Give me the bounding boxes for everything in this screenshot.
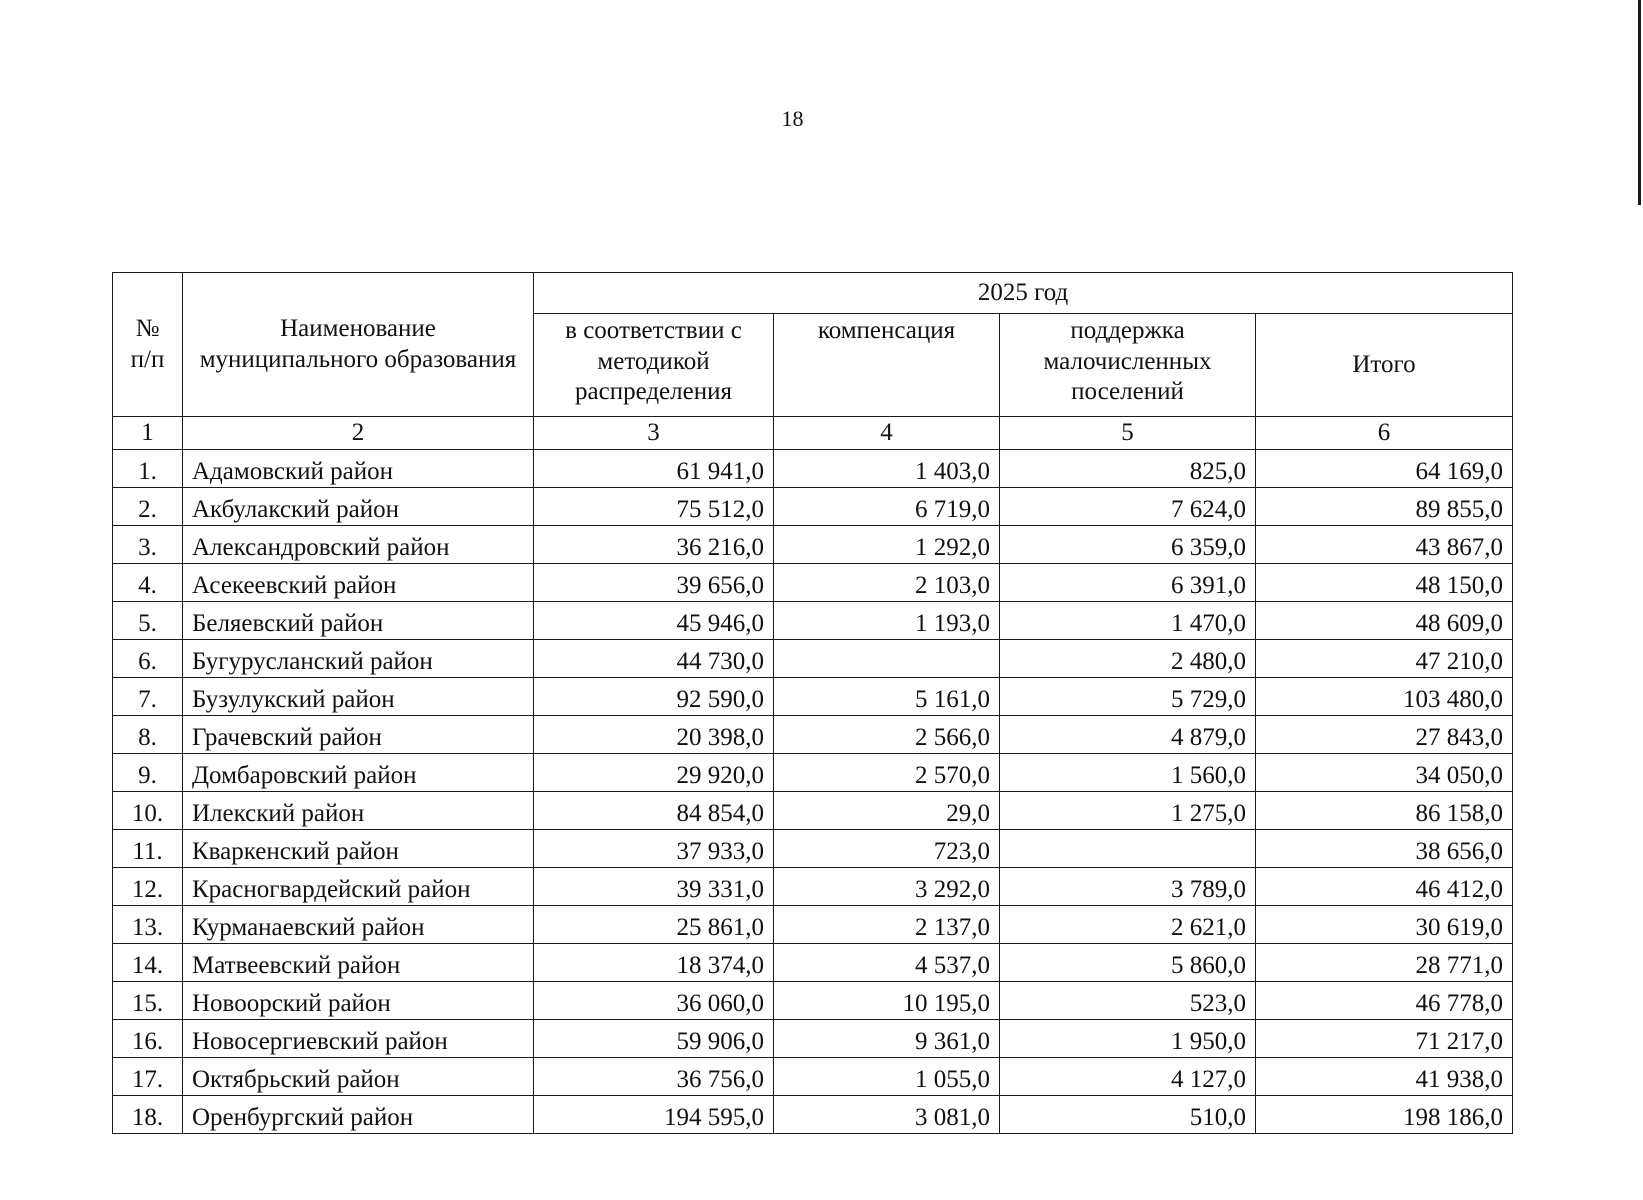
cell-support: 2 480,0 bbox=[1000, 640, 1256, 678]
cell-method: 18 374,0 bbox=[534, 944, 774, 982]
cell-compensation: 3 292,0 bbox=[774, 868, 1000, 906]
cell-support: 5 860,0 bbox=[1000, 944, 1256, 982]
cell-compensation: 1 055,0 bbox=[774, 1058, 1000, 1096]
column-number: 3 bbox=[534, 417, 774, 450]
row-number: 8. bbox=[113, 716, 183, 754]
row-number: 9. bbox=[113, 754, 183, 792]
row-number: 3. bbox=[113, 526, 183, 564]
cell-compensation: 3 081,0 bbox=[774, 1096, 1000, 1134]
cell-method: 29 920,0 bbox=[534, 754, 774, 792]
row-number: 2. bbox=[113, 488, 183, 526]
cell-method: 39 656,0 bbox=[534, 564, 774, 602]
cell-total: 46 778,0 bbox=[1256, 982, 1513, 1020]
cell-method: 39 331,0 bbox=[534, 868, 774, 906]
table-row bbox=[113, 602, 1513, 640]
table-row bbox=[113, 526, 1513, 564]
column-number: 4 bbox=[774, 417, 1000, 450]
cell-method: 36 756,0 bbox=[534, 1058, 774, 1096]
cell-total: 46 412,0 bbox=[1256, 868, 1513, 906]
cell-support: 3 789,0 bbox=[1000, 868, 1256, 906]
cell-total: 71 217,0 bbox=[1256, 1020, 1513, 1058]
cell-total: 64 169,0 bbox=[1256, 450, 1513, 488]
page-number: 18 bbox=[781, 106, 804, 131]
cell-total: 27 843,0 bbox=[1256, 716, 1513, 754]
table-row bbox=[113, 488, 1513, 526]
table-row bbox=[113, 1020, 1513, 1058]
cell-total: 89 855,0 bbox=[1256, 488, 1513, 526]
row-number: 13. bbox=[113, 906, 183, 944]
table-row bbox=[113, 906, 1513, 944]
cell-total: 34 050,0 bbox=[1256, 754, 1513, 792]
cell-method: 25 861,0 bbox=[534, 906, 774, 944]
cell-method: 45 946,0 bbox=[534, 602, 774, 640]
cell-method: 92 590,0 bbox=[534, 678, 774, 716]
cell-support: 825,0 bbox=[1000, 450, 1256, 488]
column-number: 1 bbox=[113, 417, 183, 450]
cell-method: 61 941,0 bbox=[534, 450, 774, 488]
cell-total: 47 210,0 bbox=[1256, 640, 1513, 678]
cell-support: 4 127,0 bbox=[1000, 1058, 1256, 1096]
cell-support: 510,0 bbox=[1000, 1096, 1256, 1134]
header-support: поддержка малочисленных поселений bbox=[1000, 314, 1256, 417]
header-row-year bbox=[113, 273, 1513, 314]
cell-compensation: 723,0 bbox=[774, 830, 1000, 868]
cell-compensation: 2 103,0 bbox=[774, 564, 1000, 602]
table-row bbox=[113, 868, 1513, 906]
row-number: 14. bbox=[113, 944, 183, 982]
cell-support: 1 560,0 bbox=[1000, 754, 1256, 792]
row-number: 11. bbox=[113, 830, 183, 868]
cell-support: 523,0 bbox=[1000, 982, 1256, 1020]
municipality-name: Илекский район bbox=[183, 792, 534, 830]
cell-compensation: 1 403,0 bbox=[774, 450, 1000, 488]
header-year: 2025 год bbox=[534, 273, 1513, 314]
row-number: 12. bbox=[113, 868, 183, 906]
table-row bbox=[113, 792, 1513, 830]
table-row bbox=[113, 716, 1513, 754]
column-number: 5 bbox=[1000, 417, 1256, 450]
table-row bbox=[113, 944, 1513, 982]
table-row bbox=[113, 754, 1513, 792]
municipality-name: Новоорский район bbox=[183, 982, 534, 1020]
cell-method: 37 933,0 bbox=[534, 830, 774, 868]
cell-compensation: 4 537,0 bbox=[774, 944, 1000, 982]
cell-support: 1 950,0 bbox=[1000, 1020, 1256, 1058]
header-total: Итого bbox=[1256, 314, 1513, 417]
municipality-name: Курманаевский район bbox=[183, 906, 534, 944]
cell-support: 2 621,0 bbox=[1000, 906, 1256, 944]
table-row bbox=[113, 678, 1513, 716]
municipality-name: Грачевский район bbox=[183, 716, 534, 754]
municipality-name: Матвеевский район bbox=[183, 944, 534, 982]
header-name: Наименование муниципального образования bbox=[183, 273, 534, 417]
row-number: 17. bbox=[113, 1058, 183, 1096]
cell-total: 28 771,0 bbox=[1256, 944, 1513, 982]
cell-compensation: 2 570,0 bbox=[774, 754, 1000, 792]
cell-compensation: 10 195,0 bbox=[774, 982, 1000, 1020]
column-number: 6 bbox=[1256, 417, 1513, 450]
cell-compensation: 9 361,0 bbox=[774, 1020, 1000, 1058]
cell-total: 198 186,0 bbox=[1256, 1096, 1513, 1134]
header-num: № п/п bbox=[113, 273, 183, 417]
municipality-name: Новосергиевский район bbox=[183, 1020, 534, 1058]
municipality-name: Октябрьский район bbox=[183, 1058, 534, 1096]
cell-support: 5 729,0 bbox=[1000, 678, 1256, 716]
municipality-name: Красногвардейский район bbox=[183, 868, 534, 906]
table-row bbox=[113, 1058, 1513, 1096]
column-number: 2 bbox=[183, 417, 534, 450]
row-number: 5. bbox=[113, 602, 183, 640]
cell-compensation: 2 137,0 bbox=[774, 906, 1000, 944]
municipality-name: Оренбургский район bbox=[183, 1096, 534, 1134]
cell-total: 41 938,0 bbox=[1256, 1058, 1513, 1096]
municipality-name: Акбулакский район bbox=[183, 488, 534, 526]
table-row bbox=[113, 640, 1513, 678]
cell-compensation: 29,0 bbox=[774, 792, 1000, 830]
table-body bbox=[113, 450, 1513, 1134]
municipality-name: Кваркенский район bbox=[183, 830, 534, 868]
cell-compensation: 1 193,0 bbox=[774, 602, 1000, 640]
cell-support: 6 391,0 bbox=[1000, 564, 1256, 602]
municipality-name: Асекеевский район bbox=[183, 564, 534, 602]
table-row bbox=[113, 1096, 1513, 1134]
header-compensation: компенсация bbox=[774, 314, 1000, 417]
cell-method: 20 398,0 bbox=[534, 716, 774, 754]
row-number: 1. bbox=[113, 450, 183, 488]
cell-total: 86 158,0 bbox=[1256, 792, 1513, 830]
cell-compensation: 1 292,0 bbox=[774, 526, 1000, 564]
cell-method: 36 216,0 bbox=[534, 526, 774, 564]
table-header bbox=[113, 273, 1513, 450]
cell-total: 30 619,0 bbox=[1256, 906, 1513, 944]
cell-total: 38 656,0 bbox=[1256, 830, 1513, 868]
cell-support: 6 359,0 bbox=[1000, 526, 1256, 564]
cell-total: 103 480,0 bbox=[1256, 678, 1513, 716]
cell-method: 84 854,0 bbox=[534, 792, 774, 830]
row-number: 15. bbox=[113, 982, 183, 1020]
column-number-row bbox=[113, 417, 1513, 450]
municipality-name: Беляевский район bbox=[183, 602, 534, 640]
cell-total: 43 867,0 bbox=[1256, 526, 1513, 564]
cell-compensation: 5 161,0 bbox=[774, 678, 1000, 716]
cell-total: 48 150,0 bbox=[1256, 564, 1513, 602]
cell-support: 4 879,0 bbox=[1000, 716, 1256, 754]
row-number: 16. bbox=[113, 1020, 183, 1058]
table-row bbox=[113, 564, 1513, 602]
row-number: 10. bbox=[113, 792, 183, 830]
cell-support: 1 470,0 bbox=[1000, 602, 1256, 640]
cell-method: 194 595,0 bbox=[534, 1096, 774, 1134]
cell-method: 44 730,0 bbox=[534, 640, 774, 678]
municipality-name: Домбаровский район bbox=[183, 754, 534, 792]
cell-total: 48 609,0 bbox=[1256, 602, 1513, 640]
budget-table bbox=[112, 272, 1513, 1134]
row-number: 6. bbox=[113, 640, 183, 678]
cell-method: 36 060,0 bbox=[534, 982, 774, 1020]
header-method: в соответствии с методикой распределения bbox=[534, 314, 774, 417]
cell-compensation: 2 566,0 bbox=[774, 716, 1000, 754]
municipality-name: Александровский район bbox=[183, 526, 534, 564]
municipality-name: Адамовский район bbox=[183, 450, 534, 488]
cell-method: 59 906,0 bbox=[534, 1020, 774, 1058]
row-number: 7. bbox=[113, 678, 183, 716]
scan-edge-mark bbox=[1638, 0, 1641, 205]
cell-support: 7 624,0 bbox=[1000, 488, 1256, 526]
cell-support bbox=[1000, 830, 1256, 868]
row-number: 4. bbox=[113, 564, 183, 602]
cell-compensation: 6 719,0 bbox=[774, 488, 1000, 526]
cell-method: 75 512,0 bbox=[534, 488, 774, 526]
cell-compensation bbox=[774, 640, 1000, 678]
row-number: 18. bbox=[113, 1096, 183, 1134]
cell-support: 1 275,0 bbox=[1000, 792, 1256, 830]
municipality-name: Бугурусланский район bbox=[183, 640, 534, 678]
municipality-name: Бузулукский район bbox=[183, 678, 534, 716]
table-row bbox=[113, 982, 1513, 1020]
table-row bbox=[113, 830, 1513, 868]
table-row bbox=[113, 450, 1513, 488]
